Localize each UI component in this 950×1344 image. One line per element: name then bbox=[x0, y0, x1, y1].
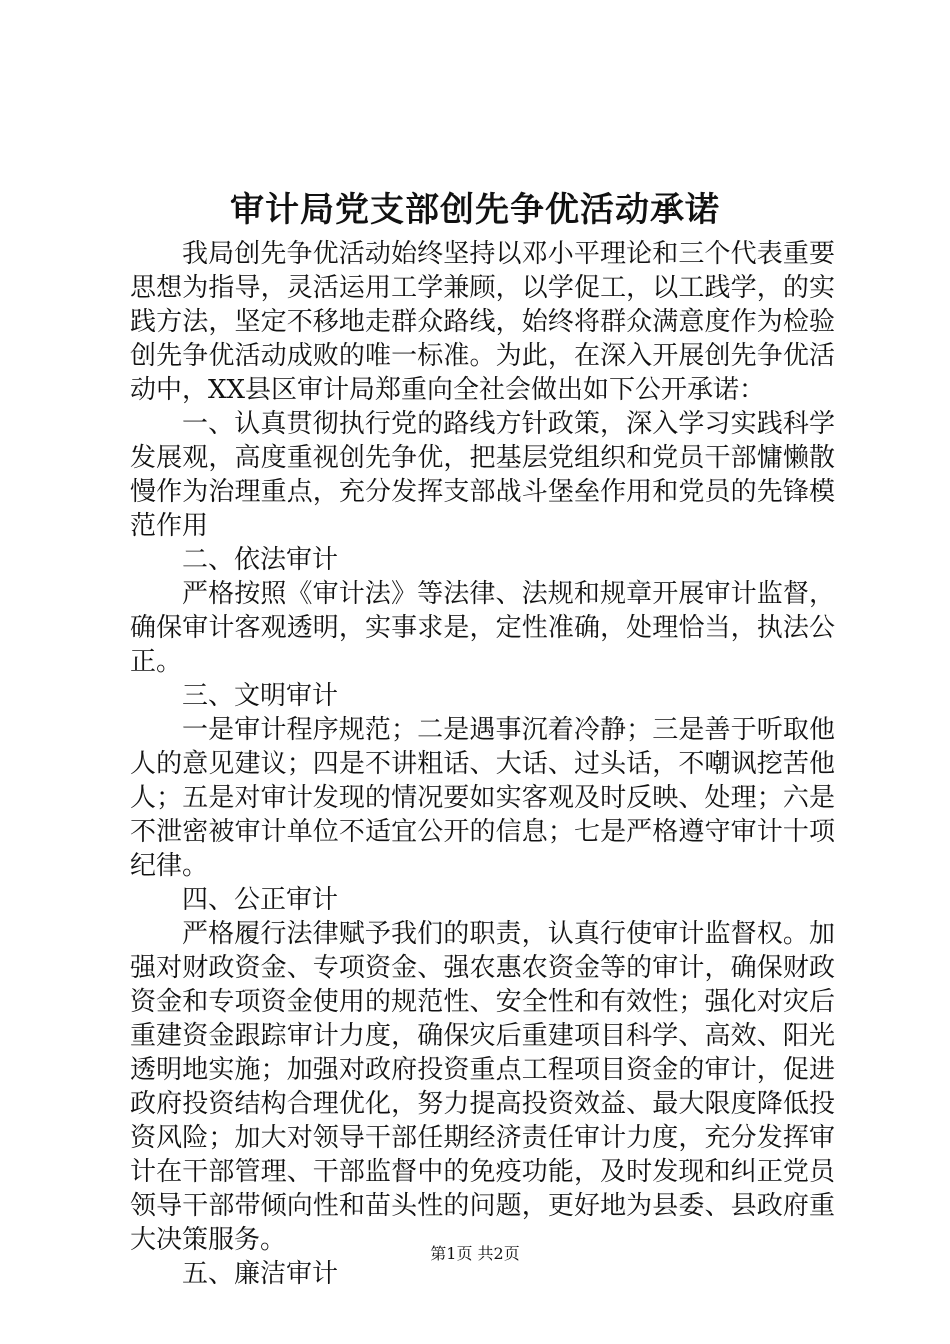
page-footer: 第1页 共2页 bbox=[430, 1244, 520, 1263]
section-heading-fair-audit: 四、公正审计 bbox=[182, 885, 339, 915]
paragraph-commitment-1: 一、认真贯彻执行党的路线方针政策，深入学习实践科学发展观，高度重视创先争优，把基层党组织和党员干部慵懒散慢作为治理重点，充分发挥支部战斗堡垒作用和党员的先锋模范作用 bbox=[130, 409, 835, 541]
paragraph-civil-audit: 一是审计程序规范；二是遇事沉着冷静；三是善于听取他人的意见建议；四是不讲粗话、大话、过头话，不嘲讽挖苦他人；五是对审计发现的情况要如实客观及时反映、处理；六是不泄密被审计单位不适宜公开的信息；七是严格遵守审计十项纪律。 bbox=[130, 715, 835, 881]
section-heading-civil-audit: 三、文明审计 bbox=[182, 681, 339, 711]
section-heading-lawful-audit: 二、依法审计 bbox=[182, 545, 339, 575]
section-heading-clean-audit: 五、廉洁审计 bbox=[182, 1259, 339, 1289]
paragraph-lawful-audit: 严格按照《审计法》等法律、法规和规章开展审计监督，确保审计客观透明，实事求是，定性准确，处理恰当，执法公正。 bbox=[130, 579, 835, 677]
paragraph-fair-audit: 严格履行法律赋予我们的职责，认真行使审计监督权。加强对财政资金、专项资金、强农惠农资金等的审计，确保财政资金和专项资金使用的规范性、安全性和有效性；强化对灾后重建资金跟踪审计力度，确保灾后重建项目科学、高效、阳光透明地实施；加强对政府投资重点工程项目资金的审计，促进政府投资结构合理优化，努力提高投资效益、最大限度降低投资风险；加大对领导干部任期经济责任审计力度，充分发挥审计在干部管理、干部监督中的免疫功能，及时发现和纠正党员领导干部带倾向性和苗头性的问题，更好地为县委、县政府重大决策服务。 bbox=[130, 919, 835, 1255]
document-body bbox=[130, 237, 835, 1291]
paragraph-intro: 我局创先争优活动始终坚持以邓小平理论和三个代表重要思想为指导，灵活运用工学兼顾，以学促工，以工践学，的实践方法，坚定不移地走群众路线，始终将群众满意度作为检验创先争优活动成败的唯一标准。为此，在深入开展创先争优活动中，XX县区审计局郑重向全社会做出如下公开承诺： bbox=[130, 239, 835, 405]
document-title: 审计局党支部创先争优活动承诺 bbox=[230, 190, 720, 230]
